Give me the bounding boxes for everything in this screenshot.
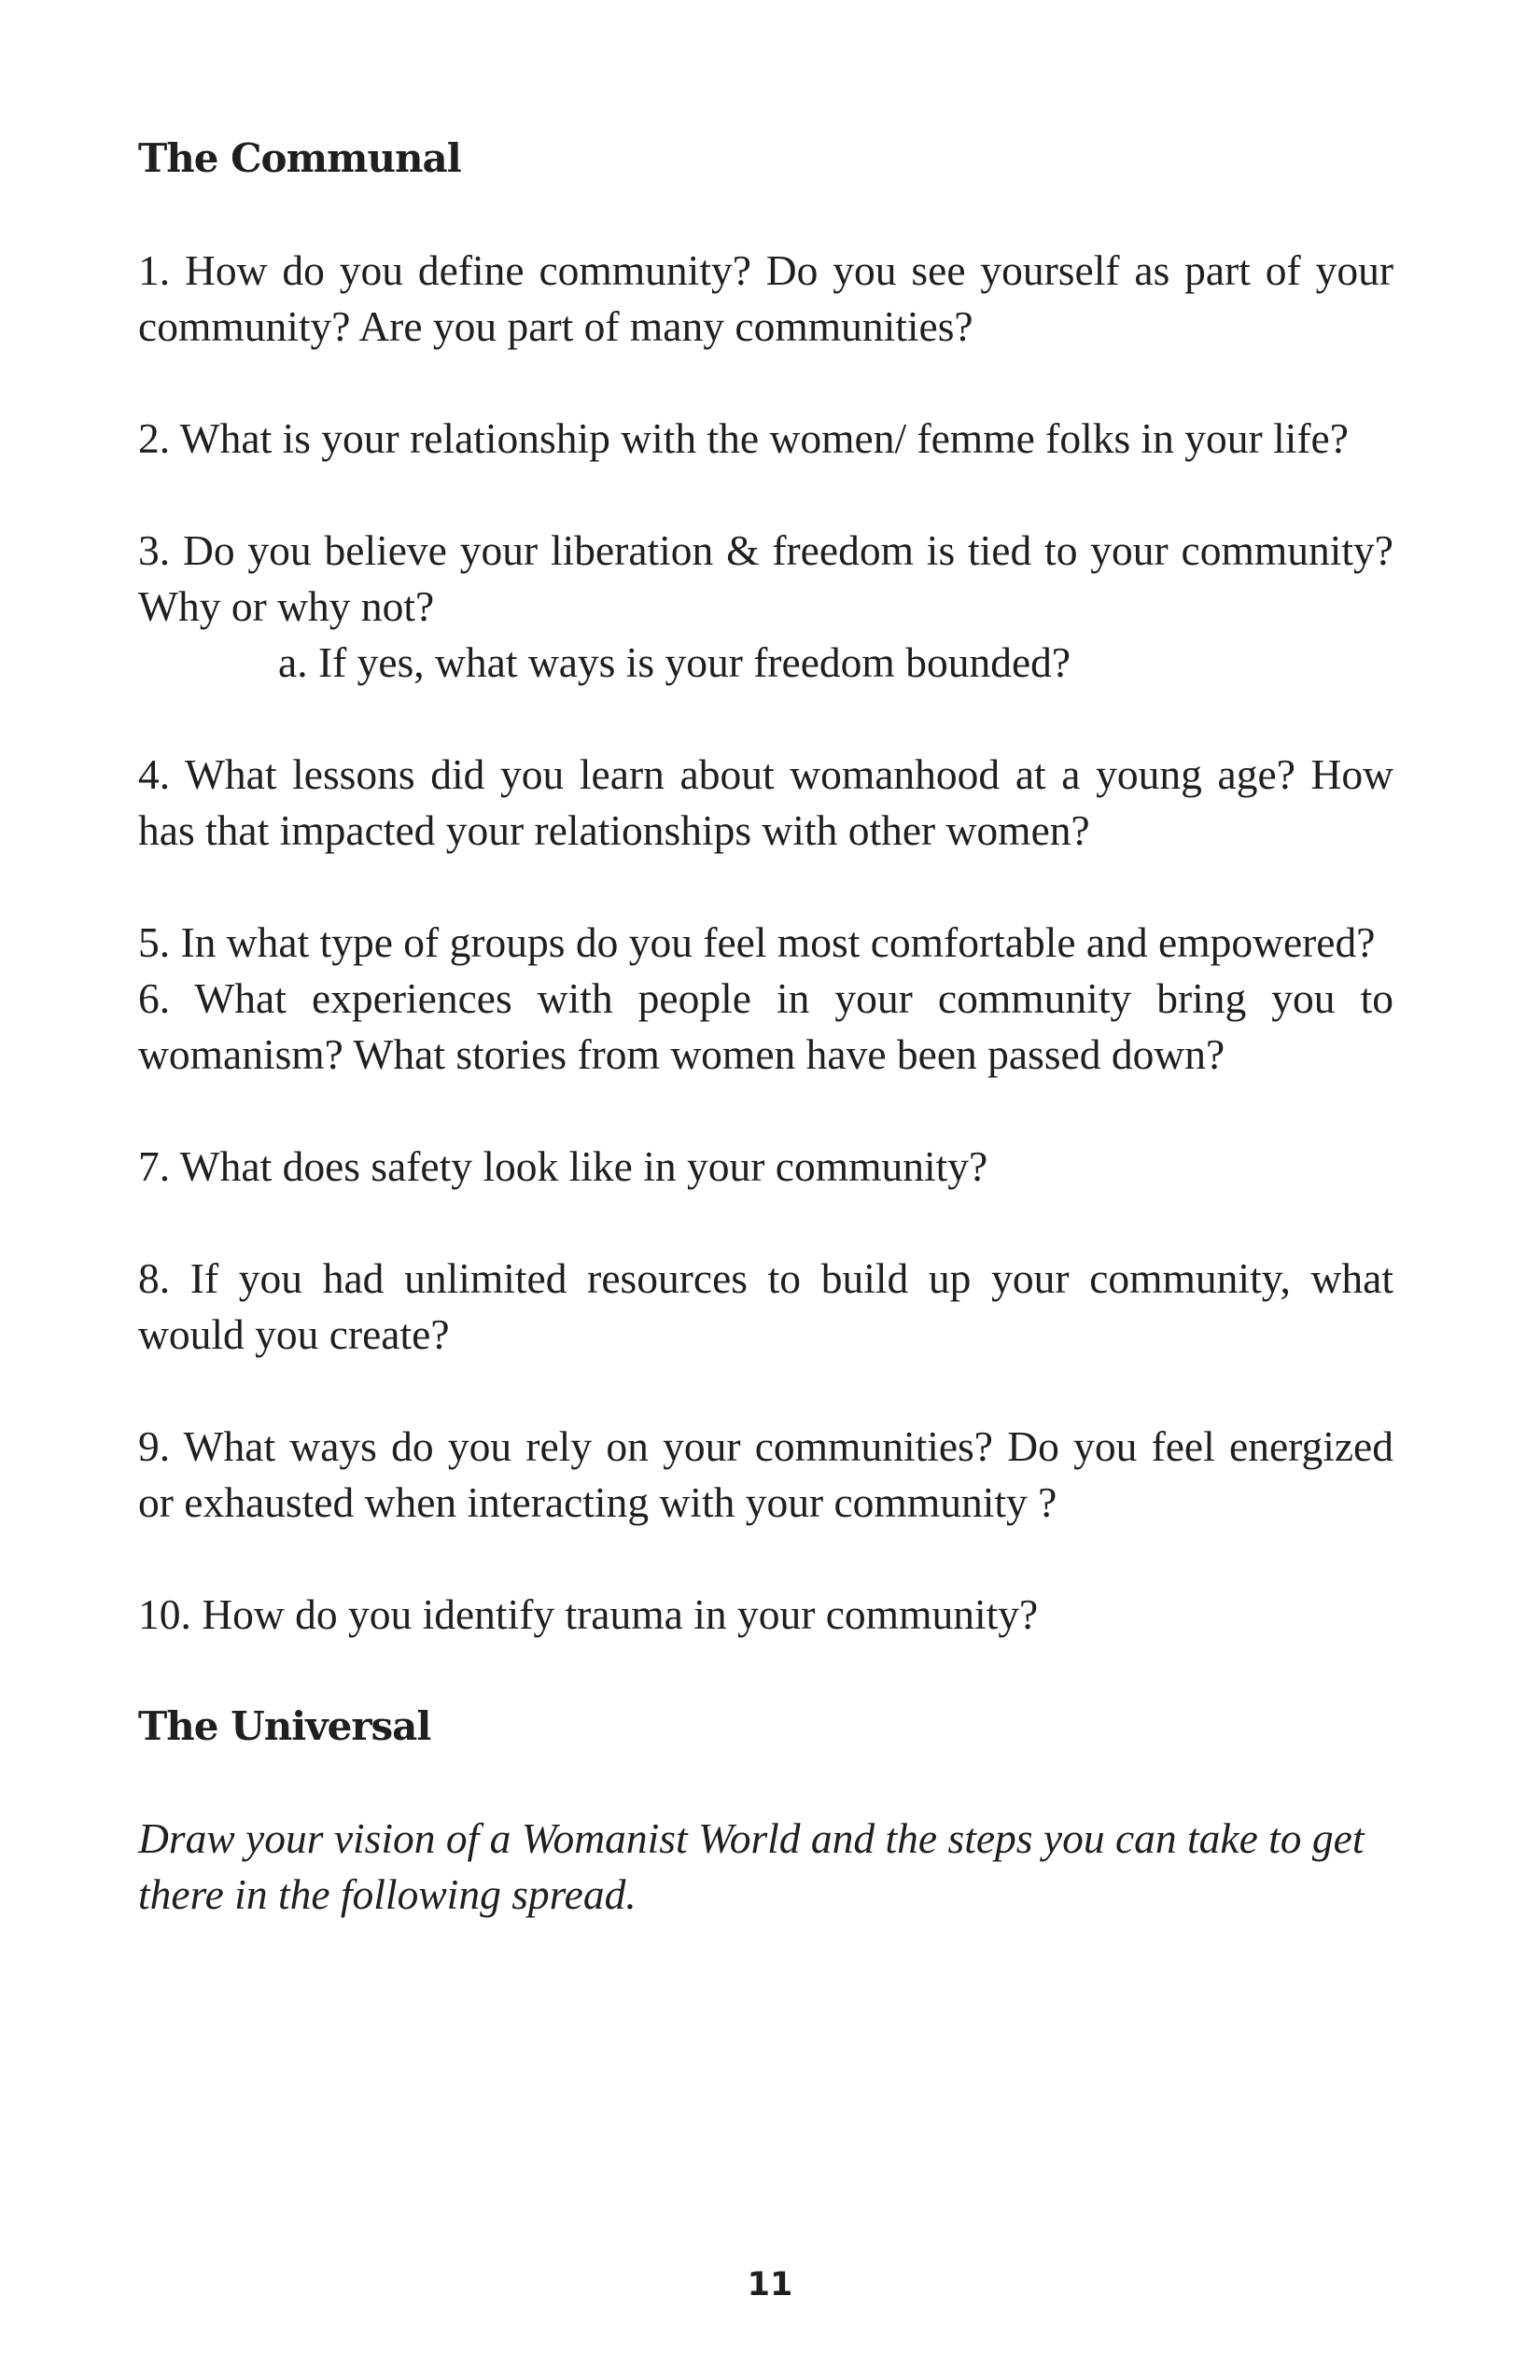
question-7: 7. What does safety look like in your community? xyxy=(138,1142,988,1190)
question-3-text: 3. Do you believe your liberation & freedom is tied to your community? Why or why not? xyxy=(138,526,1393,630)
question-1: 1. How do you define community? Do you see yourself as part of your community? Are you part of many communities? xyxy=(138,246,1393,350)
question-6: 6. What experiences with people in your community bring you to womanism? What stories from women have been passed down? xyxy=(138,974,1393,1078)
page-content xyxy=(138,131,1393,1923)
universal-instruction: Draw your vision of a Womanist World and the steps you can take to get there in the following spread. xyxy=(138,1814,1365,1918)
question-5: 5. In what type of groups do you feel most comfortable and empowered? xyxy=(138,918,1376,966)
section-title-communal: The Communal xyxy=(138,135,461,181)
question-10: 10. How do you identify trauma in your community? xyxy=(138,1590,1039,1638)
question-3a-text: a. If yes, what ways is your freedom bounded? xyxy=(278,638,1071,686)
question-3 xyxy=(138,523,1393,691)
section-title-universal: The Universal xyxy=(138,1703,431,1749)
question-8: 8. If you had unlimited resources to build up your community, what would you create? xyxy=(138,1254,1393,1358)
page-number: 11 xyxy=(747,2266,793,2303)
question-9: 9. What ways do you rely on your communities? Do you feel energized or exhausted when interacting with your community ? xyxy=(138,1422,1393,1526)
question-2: 2. What is your relationship with the women/ femme folks in your life? xyxy=(138,414,1349,462)
question-4: 4. What lessons did you learn about womanhood at a young age? How has that impacted your relationships with other women? xyxy=(138,750,1393,854)
